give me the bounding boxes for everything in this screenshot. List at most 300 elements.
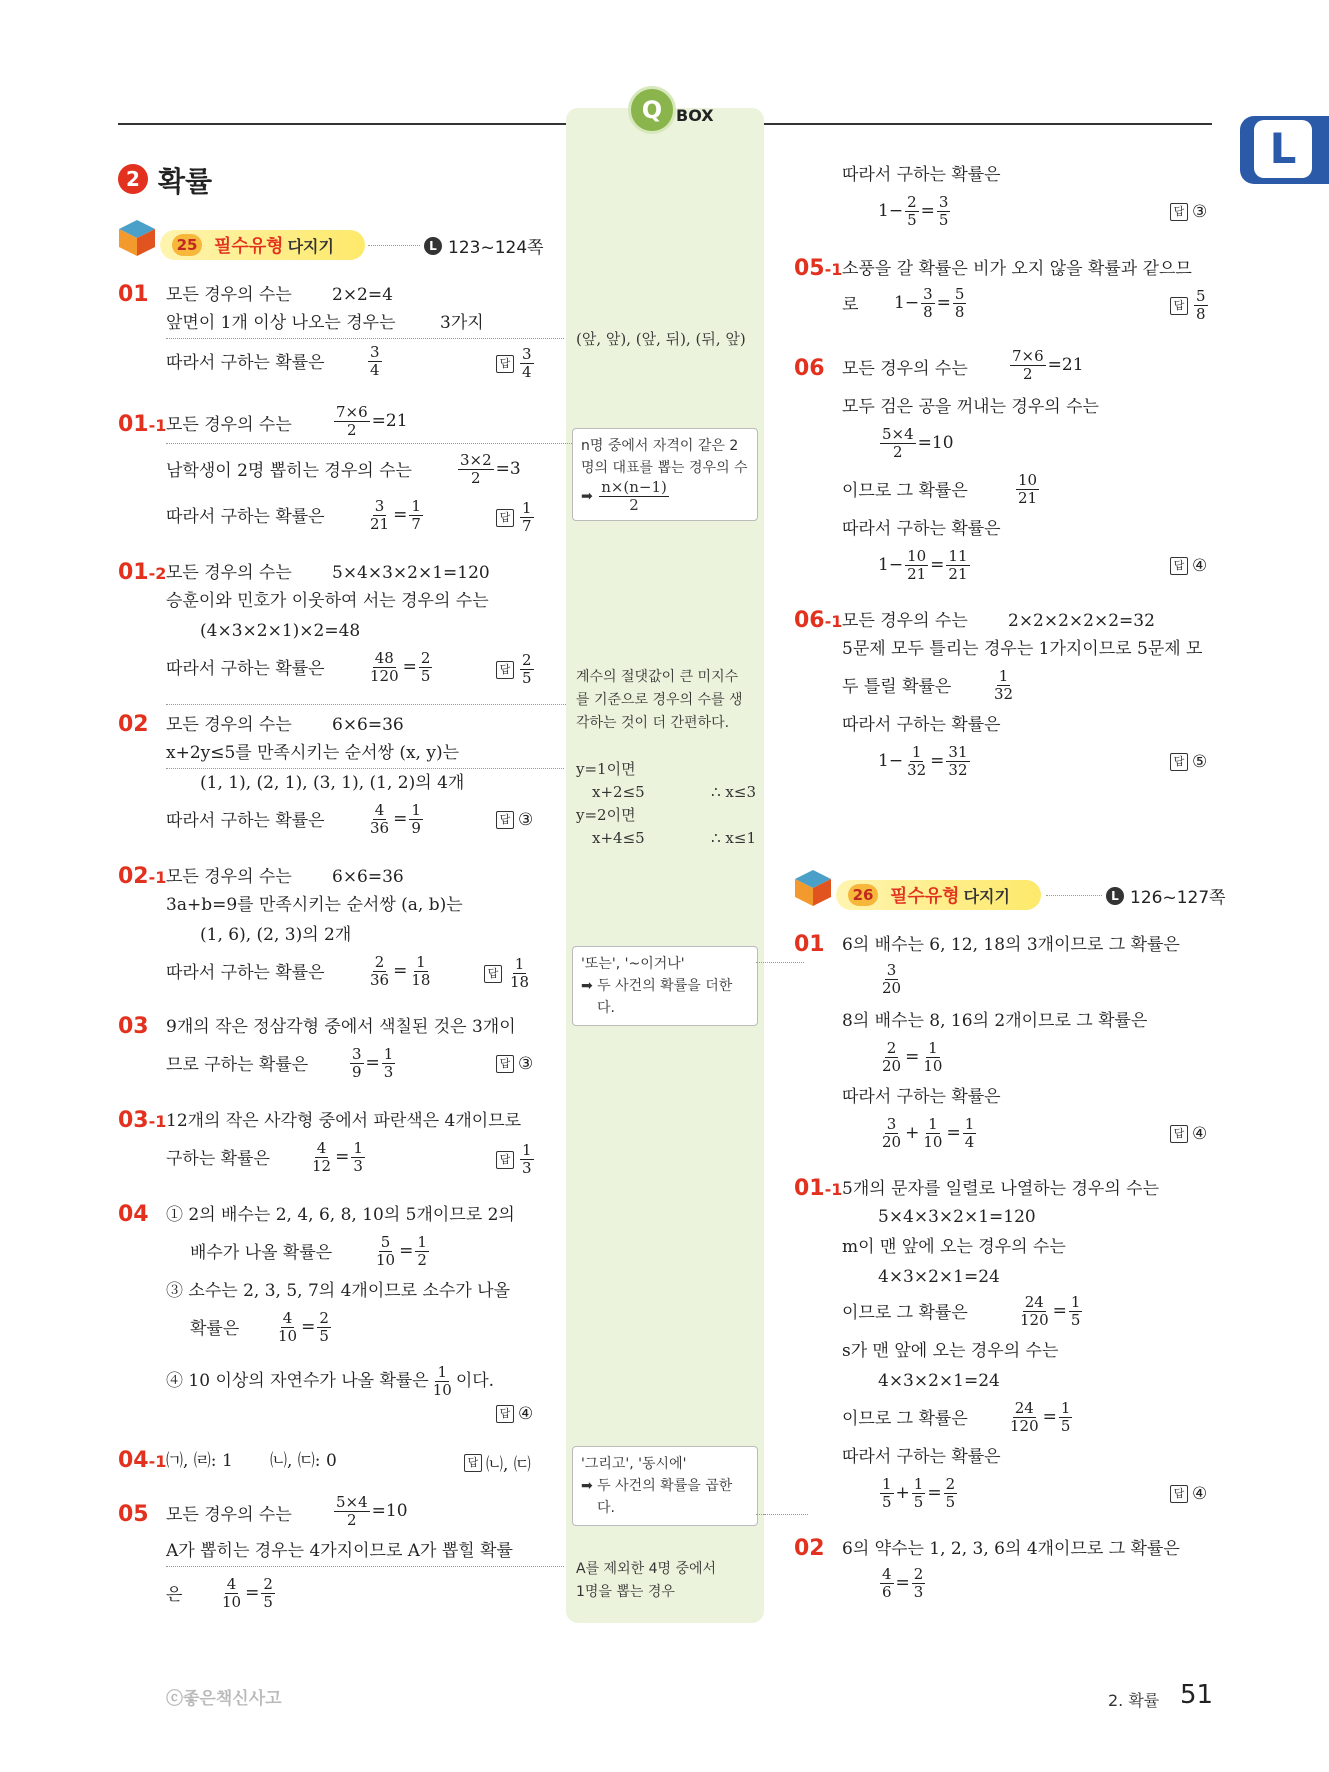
p06-f3 [1014,472,1041,507]
p06-f2-d: 2 [893,443,903,461]
answer-icon: 답 [1170,297,1188,315]
p05-fb-n: 2 [263,1575,273,1593]
p04-f2a-d: 10 [278,1327,298,1345]
p06-f1-n: 7×6 [1012,347,1044,365]
answer-icon: 답 [1170,753,1188,771]
q01-fa-d: 20 [882,1133,902,1151]
p011-f3a-d: 21 [370,515,390,533]
p021-fa-n: 2 [374,953,385,971]
p061-line2: 5문제 모두 틀리는 경우는 1가지이므로 5문제 모 [842,639,1203,659]
p04-f1b-n: 1 [417,1233,427,1251]
q011-fa-d: 5 [882,1493,892,1511]
p012-fa-n: 48 [374,649,394,667]
p012-line3: (4×3×2×1)×2=48 [200,621,361,641]
p012-line1b: 5×4×3×2×1=120 [332,563,490,583]
q011-answer [1170,1484,1207,1504]
c05-fa-d: 5 [907,211,917,229]
n4-l4 [576,827,756,850]
tag-25-number: 25 [172,234,202,256]
p041-b: ㈁, ㈂: 0 [270,1451,337,1471]
q011-f1b-n: 1 [1070,1293,1081,1311]
p061-f1-n: 1 [998,667,1009,685]
q02-line1: 6의 약수는 1, 2, 3, 6의 4개이므로 그 확률은 [842,1539,1180,1559]
p03-fb-n: 1 [383,1045,394,1063]
problem-04-number: 04 [118,1202,149,1227]
p031-answer [496,1142,536,1177]
n3-l2: 를 기준으로 경우의 수를 생 [576,692,743,708]
n2-l1: n명 중에서 자격이 같은 2 [581,438,739,454]
p02-line2: x+2y≤5를 만족시키는 순서쌍 (x, y)는 [166,743,460,763]
p01-line1b: 2×2=4 [332,285,393,305]
p06-f2-n: 5×4 [882,425,914,443]
p021-answer [484,956,533,991]
p06-answer [1170,556,1207,576]
p01-line2a: 앞면이 1개 이상 나오는 경우는 [166,313,396,333]
p021-frac: $\frac{2}{36}$ = $\frac{1}{18}$ [370,953,431,989]
q011-f2b-n: 1 [1060,1399,1071,1417]
q011-line7: 4×3×2×1=24 [878,1371,1000,1391]
q01-fc-n: 1 [964,1115,975,1133]
qbox-q-icon: Q [628,86,676,134]
p05-frac: $\frac{4}{10}$ = $\frac{2}{5}$ [222,1575,273,1611]
p031-ans-d: 3 [522,1159,532,1177]
p041-sub: -1 [148,1452,167,1471]
q011-f2a-n: 24 [1014,1399,1034,1417]
tag-25-sub: 다지기 [287,236,334,256]
c05-answer [1170,202,1207,222]
p04-f1a-d: 10 [376,1251,396,1269]
p05-fb-d: 5 [263,1593,273,1611]
p06-line2: 모두 검은 공을 꺼내는 경우의 수는 [842,397,1099,417]
p011-num: 01 [118,412,149,437]
p06-fb-n: 11 [948,547,968,565]
p012-line1a: 모든 경우의 수는 [166,563,292,583]
c05-fb-d: 5 [938,211,949,229]
p031-sub: -1 [148,1112,167,1131]
qbox-note-3 [576,666,743,735]
q02-leader [764,1514,808,1515]
p021-line3: (1, 6), (2, 3)의 2개 [200,925,352,945]
p06-f2 [878,426,954,461]
n4-l1: y=1이면 [576,760,636,778]
p04-f3-d: 10 [432,1381,452,1399]
p06-f3-d: 21 [1018,489,1038,507]
p021-line1b: 6×6=36 [332,867,404,887]
problem-02-number: 02 [118,712,149,737]
q01-f2b-n: 1 [928,1039,938,1057]
p051-sub: -1 [824,260,843,279]
q011-f2b-d: 5 [1060,1417,1071,1435]
p051-frac: 1− $\frac{3}{8}$ = $\frac{5}{8}$ [894,285,965,321]
problem-05-number: 05 [118,1502,149,1527]
tag-26-title: 필수유형 [890,886,960,907]
p03-fa-n: 3 [352,1045,362,1063]
problem-03-1-number [118,1108,166,1135]
n2-f-n: n×(n−1) [601,478,667,496]
p03-line1: 9개의 작은 정삼각형 중에서 색칠된 것은 3개이 [166,1017,516,1037]
p031-fb-d: 3 [353,1157,363,1175]
q02-fb-n: 2 [913,1565,924,1583]
tag-26-pages: 126~127쪽 [1130,888,1226,908]
p03-ans: ③ [518,1054,534,1074]
p04-l5b: 이다. [455,1371,495,1391]
q011-line3: m이 맨 앞에 오는 경우의 수는 [842,1237,1066,1257]
c05-fa-n: 2 [907,193,917,211]
p04-line4: 확률은 [190,1319,240,1339]
q01-f2: $\frac{2}{20}$ = $\frac{1}{10}$ [882,1039,943,1075]
n4-l4a: x+4≤5 [592,829,645,847]
p051-fb-n: 5 [954,285,965,303]
p01-ans-n: 3 [522,345,532,363]
p061-answer [1170,752,1207,772]
p021-fb-d: 18 [411,971,431,989]
p051-ans-n: 5 [1196,287,1206,305]
p02-ans: ③ [518,810,534,830]
n6-l1: '그리고', '동시에' [581,1456,687,1472]
footer-chapter: 2. 확률 [1108,1691,1160,1710]
q01-fa-n: 3 [886,1115,897,1133]
p05-f1-d: 2 [347,1511,357,1529]
answer-icon: 답 [1170,1125,1188,1143]
p01-answer [496,346,536,381]
q011-fc-n: 2 [945,1475,956,1493]
q011-line1: 5개의 문자를 일렬로 나열하는 경우의 수는 [842,1179,1160,1199]
q011-f2a-d: 120 [1010,1417,1039,1435]
p011-ans-n: 1 [522,499,532,517]
p05-fa-n: 4 [226,1575,237,1593]
cube-icon-25 [117,218,157,258]
p041-answer [464,1450,531,1475]
p021-fa-d: 36 [370,971,390,989]
n3-l1: 계수의 절댓값이 큰 미지수 [576,669,739,685]
q011-frac: $\frac{1}{5}$ + $\frac{1}{5}$ = $\frac{2}{5}$ [882,1475,956,1511]
p061-num: 06 [794,608,825,633]
p012-fb-d: 5 [420,667,431,685]
problem-01-1-number [118,412,166,439]
p011-f2-n: 3×2 [460,451,492,469]
qbox-label: BOX [676,106,714,125]
l-circle-icon: L [1106,887,1124,905]
p04-frac2: $\frac{4}{10}$ = $\frac{2}{5}$ [278,1309,329,1345]
n6-l2: ➡ 두 사건의 확률을 곱한 [581,1478,733,1494]
tag-26-number: 26 [848,884,878,906]
p011-line2: 남학생이 2명 뽑히는 경우의 수는 [166,461,412,481]
q01-fb-n: 1 [928,1115,938,1133]
problem-02-1-number [118,864,166,891]
p012-line4: 따라서 구하는 확률은 [166,659,325,679]
q011-num: 01 [794,1176,825,1201]
p06-fa-n: 10 [907,547,927,565]
p06-f2-r: =10 [917,433,954,453]
p011-f3: $\frac{3}{21}$ = $\frac{1}{7}$ [370,497,421,533]
n5-l2: ➡ 두 사건의 확률을 더한 [581,978,733,994]
q011-fc-d: 5 [945,1493,956,1511]
n7-l2: 1명을 뽑는 경우 [576,1584,675,1600]
p051-num: 05 [794,256,825,281]
p011-line1: 모든 경우의 수는 [166,415,292,435]
p02-line4: 따라서 구하는 확률은 [166,811,325,831]
answer-icon: 답 [484,965,502,983]
top-rule-right [764,123,1212,125]
p011-f2-d: 2 [471,469,481,487]
qbox-note-5 [572,946,758,1026]
p06-f1-d: 2 [1023,365,1033,383]
qbox-note-4 [576,758,756,850]
problem-06-number: 06 [794,356,825,381]
p04-f2a-n: 4 [282,1309,293,1327]
p011-f3b-n: 1 [411,497,421,515]
p061-line4: 따라서 구하는 확률은 [842,715,1001,735]
q011-line2: 5×4×3×2×1=120 [878,1207,1036,1227]
tag-25 [160,230,365,260]
tag-26-ref [1106,883,1226,908]
p06-fb-d: 21 [948,565,968,583]
p03-line2: 므로 구하는 확률은 [166,1055,309,1075]
p021-fb-n: 1 [416,953,426,971]
answer-icon: 답 [496,509,514,527]
p011-line3: 따라서 구하는 확률은 [166,507,325,527]
q011-f1b-d: 5 [1070,1311,1081,1329]
answer-icon: 답 [1170,557,1188,575]
section-title: 확률 [158,165,213,198]
q02-frac: $\frac{4}{6}$ = $\frac{2}{3}$ [882,1565,924,1601]
p04-line2: 배수가 나올 확률은 [190,1243,333,1263]
n5-l3: 다. [597,1000,615,1016]
p061-frac: 1− $\frac{1}{32}$ = $\frac{31}{32}$ [878,743,968,779]
n5-leader [756,962,804,963]
p031-frac: $\frac{4}{12}$ = $\frac{1}{3}$ [312,1139,363,1175]
p05-fa-d: 10 [222,1593,242,1611]
p02-line3: (1, 1), (2, 1), (3, 1), (1, 2)의 4개 [200,773,465,793]
p061-f1 [990,668,1017,703]
q01-line3: 따라서 구하는 확률은 [842,1087,1001,1107]
p02-answer [496,810,533,830]
p061-fa-d: 32 [907,761,927,779]
q011-f1: $\frac{24}{120}$ = $\frac{1}{5}$ [1020,1293,1081,1329]
tag-25-title: 필수유형 [214,236,284,257]
p02-line1b: 6×6=36 [332,715,404,735]
answer-icon: 답 [496,1151,514,1169]
tag-26-sub: 다지기 [963,886,1010,906]
p011-f1-r: =21 [371,411,408,431]
p05-line3: 은 [166,1585,183,1605]
p031-line1: 12개의 작은 사각형 중에서 파란색은 4개이므로 [166,1111,522,1131]
p011-f1-n: 7×6 [336,403,368,421]
p03-fb-d: 3 [383,1063,394,1081]
p012-num: 01 [118,560,149,585]
p04-frac1: $\frac{5}{10}$ = $\frac{1}{2}$ [376,1233,427,1269]
n2-l2: 명의 대표를 뽑는 경우의 수 [581,460,748,476]
p021-ans-n: 1 [514,955,525,973]
c05-fb-n: 3 [938,193,949,211]
p012-frac: $\frac{48}{120}$ = $\frac{2}{5}$ [370,649,431,685]
p011-f1-d: 2 [347,421,357,439]
p01-leader [166,338,564,339]
q011-fb-d: 5 [913,1493,924,1511]
cube-icon-26 [793,868,833,908]
qbox-note-2 [572,428,758,521]
p021-sub: -1 [148,868,167,887]
p051-line1: 소풍을 갈 확률은 비가 오지 않을 확률과 같으므 [842,259,1192,279]
p01-line1a: 모든 경우의 수는 [166,285,292,305]
p01-f-d: 4 [370,361,380,379]
q01-frac: $\frac{3}{20}$ + $\frac{1}{10}$ = $\frac{1}{4}$ [882,1115,975,1151]
qbox-note-6 [572,1446,758,1526]
p01-f-n: 3 [370,343,380,361]
p061-line3: 두 틀릴 확률은 [842,677,952,697]
p051-line2: 로 [842,295,859,315]
q011-fa-n: 1 [882,1475,892,1493]
answer-icon: 답 [496,811,514,829]
q01-f1-n: 3 [886,961,897,979]
q01-line1: 6의 배수는 6, 12, 18의 3개이므로 그 확률은 [842,935,1180,955]
tag-25-ref [424,233,544,258]
q01-ans: ④ [1192,1124,1208,1144]
p06-line4: 따라서 구하는 확률은 [842,519,1001,539]
p011-f1 [332,404,408,439]
p05-line1: 모든 경우의 수는 [166,1505,292,1525]
p06-f3-n: 10 [1018,471,1038,489]
p06-line1: 모든 경우의 수는 [842,359,968,379]
q01-fc-d: 4 [964,1133,975,1151]
p02-fa-n: 4 [374,801,385,819]
p06-frac: 1− $\frac{10}{21}$ = $\frac{11}{21}$ [878,547,968,583]
p051-fb-d: 8 [954,303,965,321]
q011-line6: s가 맨 앞에 오는 경우의 수는 [842,1341,1059,1361]
side-tab-label: L [1254,120,1312,178]
n6-l3: 다. [597,1500,615,1516]
p06-f1 [1008,348,1084,383]
n4-l2a: x+2≤5 [592,783,645,801]
p04-l5a: ④ 10 이상의 자연수가 나올 확률은 [166,1371,429,1391]
q01-answer [1170,1124,1207,1144]
p02-fb-d: 9 [411,819,421,837]
p05-leader [166,1566,564,1567]
p031-fa-n: 4 [316,1139,327,1157]
p01-line2b: 3가지 [440,313,484,333]
n2-f-d: 2 [629,496,639,514]
p031-num: 03 [118,1108,149,1133]
q011-line9: 따라서 구하는 확률은 [842,1447,1001,1467]
footer-page-number: 51 [1180,1680,1214,1710]
p03-frac: $\frac{3}{9}$ = $\frac{1}{3}$ [352,1045,394,1081]
p06-fa-d: 21 [907,565,927,583]
p011-f2 [456,452,521,487]
p061-fa-n: 1 [911,743,922,761]
p02-fa-d: 36 [370,819,390,837]
tag-26 [836,880,1041,910]
n4-l4b: ∴ x≤1 [711,829,756,847]
footer-publisher: ⓒ좋은책신사고 [166,1689,282,1709]
p061-line1b: 2×2×2×2×2=32 [1008,611,1155,631]
p04-line3: ③ 소수는 2, 3, 5, 7의 4개이므로 소수가 나올 [166,1281,511,1301]
p05-f1-r: =10 [371,1501,408,1521]
p06-f1-r: =21 [1047,355,1084,375]
p041-a: ㈀, ㈃: 1 [166,1451,233,1471]
p05-line2: A가 뽑히는 경우는 4가지이므로 A가 뽑힐 확률 [166,1541,513,1561]
p021-line2: 3a+b=9를 만족시키는 순서쌍 (a, b)는 [166,895,463,915]
tag-25-leader [368,245,420,246]
p04-line1: ① 2의 배수는 2, 4, 6, 8, 10의 5개이므로 2의 [166,1205,515,1225]
q01-fb-d: 10 [923,1133,943,1151]
p03-answer [496,1054,533,1074]
p03-fa-d: 9 [352,1063,362,1081]
n4-l2 [576,781,756,804]
q011-sub: -1 [824,1180,843,1199]
top-rule-left [118,123,566,125]
q01-f2b-d: 10 [923,1057,943,1075]
q011-line5: 이므로 그 확률은 [842,1303,968,1323]
p011-answer [496,500,536,535]
answer-icon: 답 [1170,1485,1188,1503]
p04-f2b-n: 2 [319,1309,329,1327]
p06-line3: 이므로 그 확률은 [842,481,968,501]
p012-ans-n: 2 [522,651,532,669]
p04-line5 [166,1364,494,1399]
q011-fb-n: 1 [913,1475,924,1493]
p061-sub: -1 [824,612,843,631]
q011-line8: 이므로 그 확률은 [842,1409,968,1429]
qbox-note-1: (앞, 앞), (앞, 뒤), (뒤, 앞) [576,330,746,348]
p012-ans-d: 5 [522,669,532,687]
p021-num: 02 [118,864,149,889]
p04-answer [496,1404,533,1424]
n7-l1: A를 제외한 4명 중에서 [576,1561,717,1577]
q01-line2: 8의 배수는 8, 16의 2개이므로 그 확률은 [842,1011,1148,1031]
p031-ans-n: 1 [522,1141,532,1159]
problem-01-2-number [118,560,166,587]
p012-fa-d: 120 [370,667,399,685]
p031-fa-d: 12 [312,1157,332,1175]
q011-ans: ④ [1192,1484,1208,1504]
q011-line4: 4×3×2×1=24 [878,1267,1000,1287]
p06-ans: ④ [1192,556,1208,576]
q01-f1 [878,962,905,997]
p051-fa-d: 8 [923,303,933,321]
p04-ans: ④ [518,1404,534,1424]
n2-formula [581,479,749,514]
problem-04-1-number [118,1448,166,1475]
p011-sub: -1 [148,416,167,435]
answer-icon: 답 [464,1454,482,1472]
answer-icon: 답 [496,1055,514,1073]
problem-03-number: 03 [118,1014,149,1039]
qbox-note-7 [576,1558,716,1604]
q01-f2a-d: 20 [882,1057,902,1075]
q01-f2a-n: 2 [886,1039,897,1057]
p01-line3: 따라서 구하는 확률은 [166,353,325,373]
answer-icon: 답 [1170,203,1188,221]
p01-ans-d: 4 [522,363,532,381]
p05-f1-n: 5×4 [336,1493,368,1511]
p021-ans-d: 18 [510,973,530,991]
p04-f1a-n: 5 [380,1233,391,1251]
q011-f2: $\frac{24}{120}$ = $\frac{1}{5}$ [1010,1399,1071,1435]
p01-frac [366,344,384,379]
n5-l1: '또는', '~이거나' [581,956,685,972]
q02-fb-d: 3 [913,1583,924,1601]
answer-icon: 답 [496,661,514,679]
p04-f2b-d: 5 [319,1327,329,1345]
q01-f1-d: 20 [882,979,902,997]
p02-line1a: 모든 경우의 수는 [166,715,292,735]
p011-leader [166,443,572,444]
p031-line2: 구하는 확률은 [166,1149,270,1169]
problem-06-1-number [794,608,842,635]
p012-answer [496,652,536,687]
problem-26-02-number: 02 [794,1536,825,1561]
c05-line1: 따라서 구하는 확률은 [842,165,1001,185]
